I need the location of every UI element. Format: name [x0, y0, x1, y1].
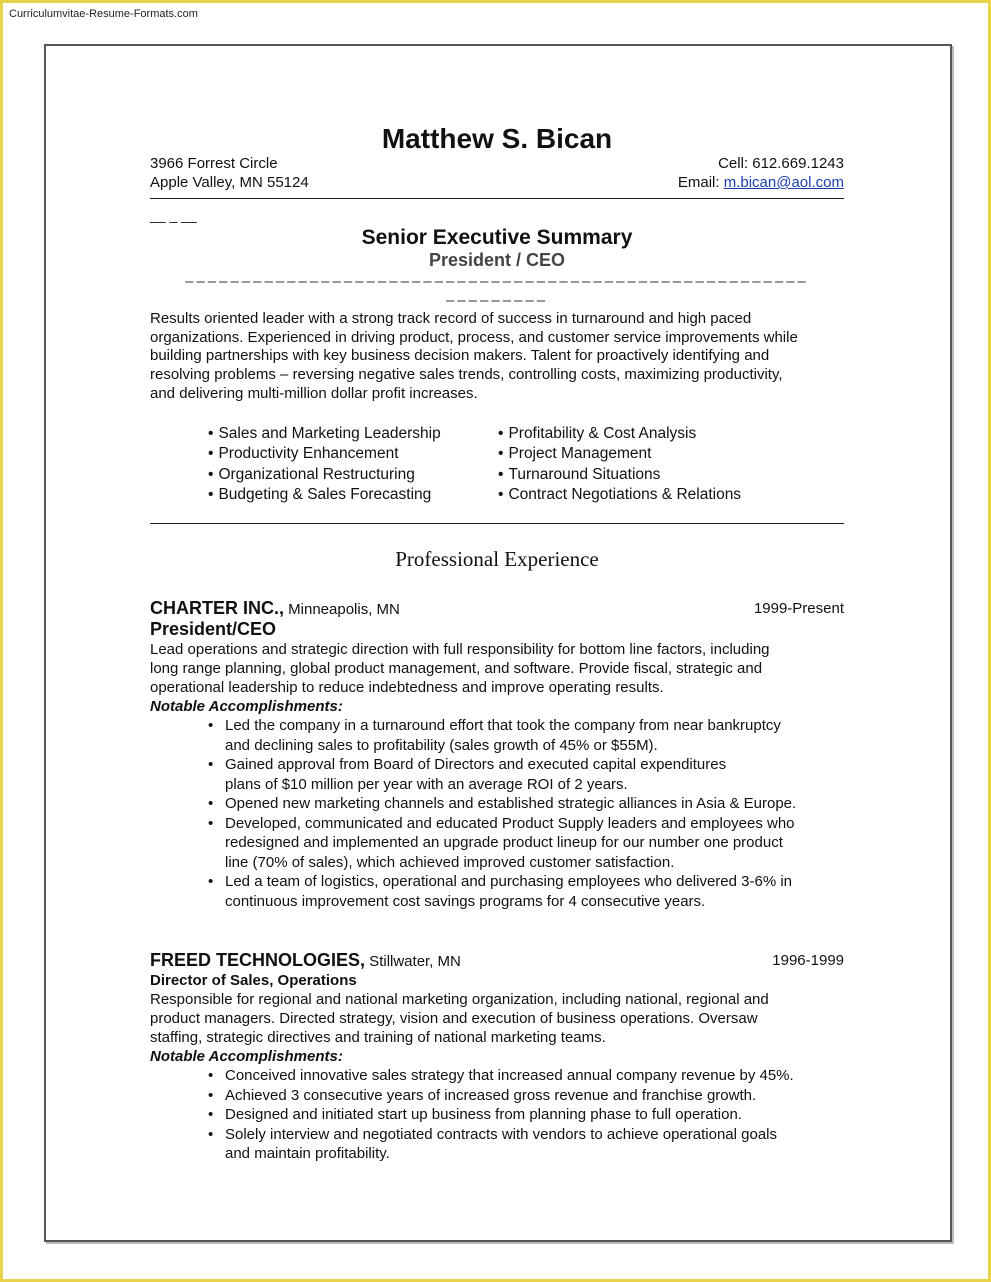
accomplishment-item	[208, 1125, 850, 1164]
company-location: Minneapolis, MN	[284, 601, 400, 618]
accomplishment-line: continuous improvement cost savings programs for 4 consecutive years.	[225, 892, 706, 910]
accomplishment-item	[208, 716, 850, 755]
accomplishment-line: redesigned and implemented an upgrade product lineup for our number one product	[225, 834, 783, 851]
email-label: Email:	[677, 174, 724, 191]
accomplishment-line: • Developed, communicated and educated Product Supply leaders and employees who	[225, 814, 795, 832]
job-entry-charter	[150, 599, 850, 911]
job-header	[150, 599, 844, 619]
cell-phone: Cell: 612.669.1243	[718, 155, 844, 172]
summary-subtitle: President / CEO	[428, 250, 566, 270]
skill-item: • Profitability & Cost Analysis	[498, 424, 741, 444]
accomplishment-line: • Achieved 3 consecutive years of increased gross revenue and franchise growth.	[225, 1086, 757, 1104]
summary-line: Results oriented leader with a strong track record of success in turnaround and high paced	[150, 310, 752, 327]
job-title: President/CEO	[150, 619, 277, 639]
skills-list	[208, 424, 828, 505]
accomplishment-line: • Designed and initiated start up business from planning phase to full operation.	[225, 1106, 742, 1123]
description-line: product managers. Directed strategy, vision and execution of business operations. Oversaw	[150, 1010, 758, 1027]
job-description	[150, 990, 850, 1047]
job-entry-freed	[150, 951, 850, 1164]
description-line: Responsible for regional and national marketing organization, including national, regional and	[150, 991, 769, 1008]
job-dates: 1999-Present	[753, 600, 844, 617]
accomplishment-line: and declining sales to profitability (sales growth of 45% or $55M).	[225, 736, 658, 754]
skills-column-left	[208, 424, 498, 505]
description-line: staffing, strategic directives and training of national marketing teams.	[150, 1029, 606, 1046]
accomplishment-line: and maintain profitability.	[225, 1145, 390, 1162]
candidate-name: Matthew S. Bican	[381, 123, 613, 154]
job-description	[150, 640, 850, 697]
description-line: operational leadership to reduce indebtedness and improve operating results.	[150, 679, 664, 696]
dashed-divider-1: –––––––––––––––––––––––––––––––––––––––––––––––––––––––	[185, 273, 809, 290]
watermark: Curriculumvitae-Resume-Formats.com	[9, 8, 198, 20]
accomplishment-line: • Led the company in a turnaround effort that took the company from near bankruptcy	[225, 717, 781, 734]
accomplishment-item	[208, 755, 850, 794]
skill-item: • Productivity Enhancement	[208, 444, 498, 464]
contact-row-2	[150, 173, 844, 192]
accomplishment-item	[208, 1105, 850, 1125]
accomplishment-line: • Conceived innovative sales strategy that increased annual company revenue by 45%.	[225, 1067, 794, 1084]
company-name: FREED TECHNOLOGIES,	[150, 950, 366, 970]
email-link[interactable]: m.bican@aol.com	[723, 174, 844, 191]
accomplishment-item	[208, 1066, 850, 1086]
job-title: Director of Sales, Operations	[150, 972, 357, 989]
summary-line: and delivering multi-million dollar profit increases.	[150, 384, 478, 402]
accomplishment-item	[208, 794, 850, 814]
email-block	[678, 173, 844, 192]
job-company-block	[150, 951, 461, 971]
notable-accomplishments-label: Notable Accomplishments:	[150, 698, 343, 715]
job-company-block	[150, 599, 400, 619]
accomplishment-line: line (70% of sales), which achieved improved customer satisfaction.	[225, 853, 675, 871]
summary-line: organizations. Experienced in driving product, process, and customer service improvements while	[150, 328, 798, 346]
job-header	[150, 951, 844, 971]
summary-line: resolving problems – reversing negative sales trends, controlling costs, maximizing productivity,	[150, 366, 783, 384]
skill-item: • Contract Negotiations & Relations	[498, 485, 741, 505]
experience-section-title: Professional Experience	[395, 547, 599, 571]
skill-item: • Organizational Restructuring	[208, 465, 498, 485]
skill-item: • Project Management	[498, 444, 741, 464]
summary-title: Senior Executive Summary	[361, 226, 633, 249]
summary-line: building partnerships with key business decision makers. Talent for proactively identifying and	[150, 347, 770, 365]
accomplishment-item	[208, 872, 850, 911]
skill-item: • Budgeting & Sales Forecasting	[208, 485, 498, 505]
company-location: Stillwater, MN	[365, 953, 461, 970]
short-underline: __ _ __	[150, 207, 197, 223]
skills-column-right	[498, 424, 741, 505]
accomplishment-line: • Solely interview and negotiated contracts with vendors to achieve operational goals	[225, 1125, 777, 1143]
accomplishment-line: plans of $10 million per year with an average ROI of 2 years.	[225, 775, 628, 793]
accomplishment-line: • Opened new marketing channels and established strategic alliances in Asia & Europe.	[225, 795, 797, 812]
accomplishment-line: • Gained approval from Board of Directors and executed capital expenditures	[225, 756, 727, 773]
accomplishment-item	[208, 1086, 850, 1106]
dashed-divider-2: –––––––––	[445, 292, 549, 309]
skill-item: • Sales and Marketing Leadership	[208, 424, 498, 444]
notable-accomplishments-label: Notable Accomplishments:	[150, 1048, 343, 1065]
address-line-1: 3966 Forrest Circle	[150, 155, 278, 172]
accomplishments-list	[150, 1066, 850, 1164]
accomplishment-item	[208, 814, 850, 873]
summary-paragraph	[150, 310, 850, 404]
description-line: long range planning, global product management, and software. Provide fiscal, strategic and	[150, 660, 763, 677]
contact-row-1	[150, 154, 844, 173]
header-divider	[150, 198, 844, 199]
accomplishment-line: • Led a team of logistics, operational and purchasing employees who delivered 3-6% in	[225, 873, 793, 890]
resume-page	[44, 44, 952, 1242]
address-line-2: Apple Valley, MN 55124	[150, 174, 309, 191]
summary-divider	[150, 523, 844, 524]
skill-item: • Turnaround Situations	[498, 465, 741, 485]
job-dates: 1996-1999	[772, 952, 844, 969]
description-line: Lead operations and strategic direction with full responsibility for bottom line factors, including	[150, 641, 770, 658]
accomplishments-list	[150, 716, 850, 911]
company-name: CHARTER INC.,	[150, 598, 284, 618]
